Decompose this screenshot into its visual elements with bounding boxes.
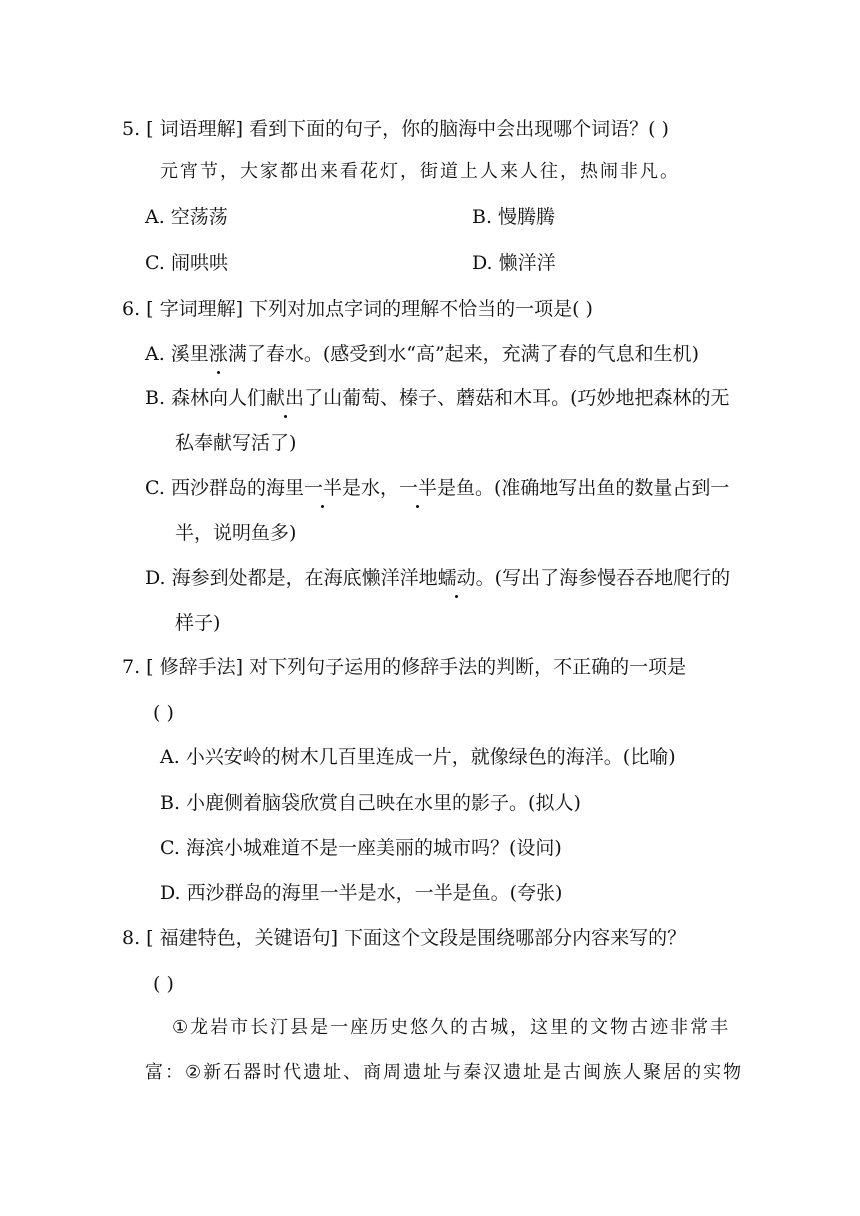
question-5-option-c[interactable]: C. 闹哄哄 (145, 252, 228, 274)
question-7-option-b[interactable]: B. 小鹿侧着脑袋欣赏自己映在水里的影子。(拟人) (160, 792, 581, 814)
question-7-stem: 7. [ 修辞手法] 对下列句子运用的修辞手法的判断，不正确的一项是 (122, 656, 687, 678)
option-d-prefix: D. 海参到处都是，在海底懒洋洋地 (145, 567, 438, 589)
option-d-explanation: 。(写出了海参慢吞吞地爬行的 (475, 567, 731, 589)
dotted-word: 一半 (398, 477, 437, 499)
question-6-stem: 6. [ 字词理解] 下列对加点字词的理解不恰当的一项是( ) (122, 298, 593, 320)
question-7-option-d[interactable]: D. 西沙群岛的海里一半是水，一半是鱼。(夸张) (160, 882, 563, 904)
dotted-word: 涨 (208, 343, 228, 365)
question-7-option-a[interactable]: A. 小兴安岭的树木几百里连成一片，就像绿色的海洋。(比喻) (160, 746, 676, 768)
question-6-option-b-continued: 私奉献写活了) (175, 432, 297, 454)
option-a-explanation: 满了春水。(感受到水“高”起来，充满了春的气息和生机) (227, 343, 700, 365)
question-6-option-d[interactable] (145, 565, 730, 591)
question-6-option-c[interactable] (145, 475, 729, 501)
option-c-middle: 是水， (341, 477, 399, 499)
dotted-word: 一半 (303, 477, 342, 499)
dotted-word: 献出 (266, 387, 305, 409)
question-5-option-a[interactable]: A. 空荡荡 (145, 206, 228, 228)
option-a-prefix: A. 溪里 (145, 343, 209, 365)
option-c-explanation: 是鱼。(准确地写出鱼的数量占到一 (437, 477, 730, 499)
option-b-explanation: 了山葡萄、榛子、蘑菇和木耳。(巧妙地把森林的无 (304, 387, 730, 409)
question-5-option-d[interactable]: D. 懒洋洋 (472, 252, 556, 274)
question-6-option-c-continued: 半，说明鱼多) (175, 522, 297, 544)
question-7-answer-blank[interactable]: ( ) (153, 702, 174, 724)
question-5-stem: 5. [ 词语理解] 看到下面的句子，你的脑海中会出现哪个词语？( ) (122, 118, 669, 140)
question-6-option-b[interactable] (145, 385, 729, 411)
question-6-option-a[interactable] (145, 341, 699, 367)
question-5-sentence: 元宵节，大家都出来看花灯，街道上人来人往，热闹非凡。 (160, 161, 680, 182)
dotted-word: 蠕动 (437, 567, 476, 589)
option-b-prefix: B. 森林向人们 (145, 387, 267, 409)
question-8-passage-line-2: 富：②新石器时代遗址、商周遗址与秦汉遗址是古闽族人聚居的实物 (145, 1062, 744, 1083)
question-8-passage-line-1: ①龙岩市长汀县是一座历史悠久的古城，这里的文物古迹非常丰 (172, 1017, 731, 1038)
question-8-answer-blank[interactable]: ( ) (153, 973, 174, 995)
question-7-option-c[interactable]: C. 海滨小城难道不是一座美丽的城市吗？(设问) (160, 837, 562, 859)
option-c-prefix: C. 西沙群岛的海里 (145, 477, 304, 499)
question-6-option-d-continued: 样子) (175, 612, 221, 634)
question-8-stem: 8. [ 福建特色，关键语句] 下面这个文段是围绕哪部分内容来写的？ (122, 927, 687, 949)
question-5-option-b[interactable]: B. 慢腾腾 (472, 206, 556, 228)
